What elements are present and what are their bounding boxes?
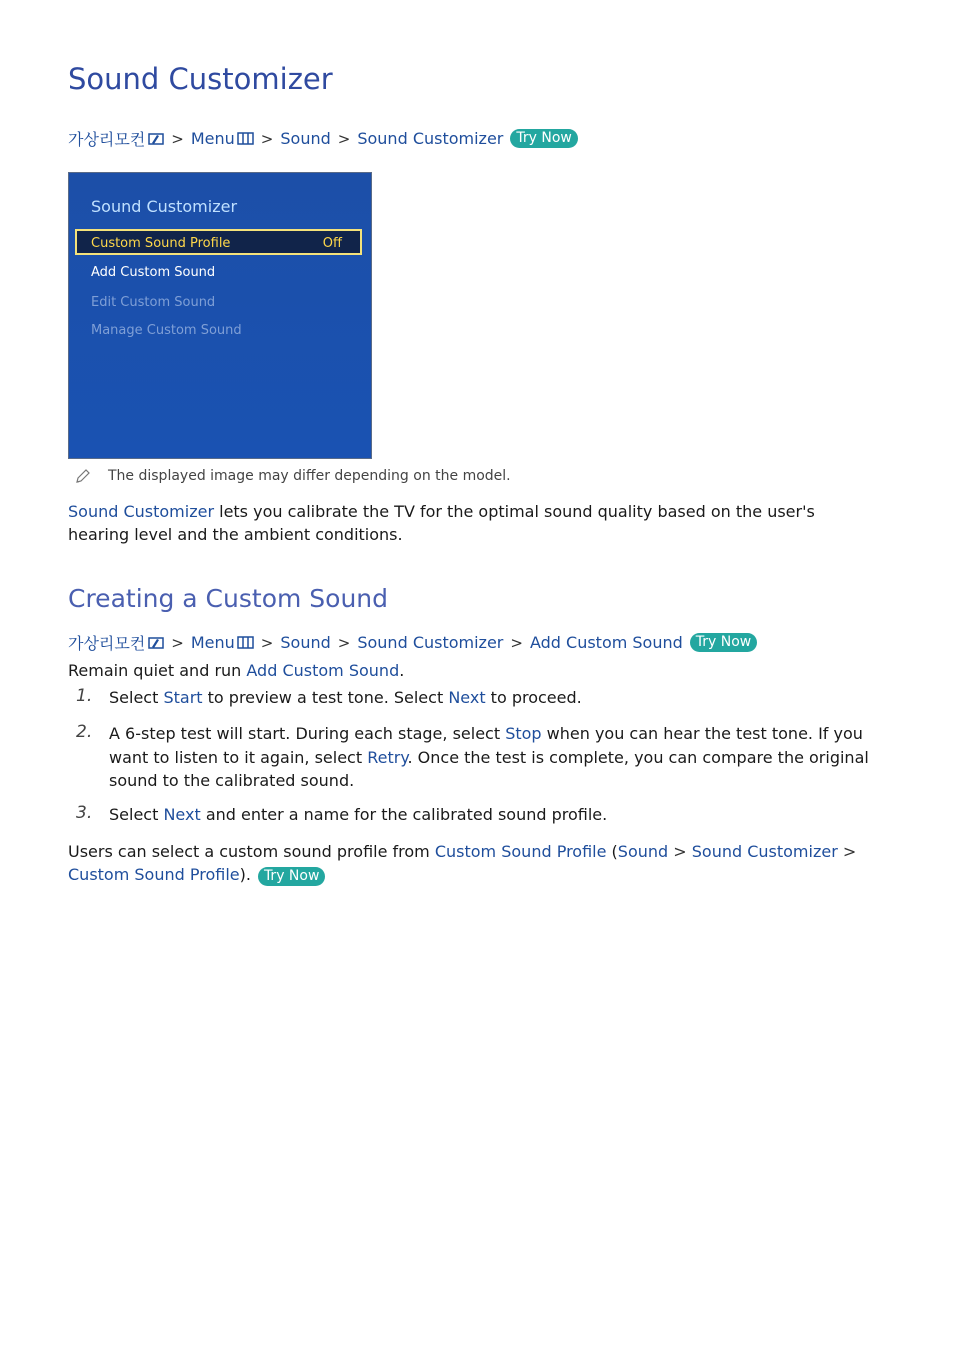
tv-menu-item-label: Custom Sound Profile [91,236,231,251]
note [75,468,511,484]
breadcrumb-item[interactable]: Sound [280,129,331,148]
final-text: Users can select a custom sound profile from [68,842,435,861]
step-keyword[interactable]: Start [163,688,203,707]
remain-link[interactable]: Add Custom Sound [246,661,400,680]
try-now-button[interactable]: Try Now [258,867,325,886]
chevron-right-icon: > [337,633,351,652]
final-link[interactable]: Custom Sound Profile [68,864,240,884]
remain-paragraph [68,659,880,682]
step-text-part: when you can hear the test tone. If you want to listen to it again, select [109,724,863,767]
chevron-right-icon: > [260,129,274,148]
step-keyword[interactable]: Stop [505,724,542,743]
breadcrumb-item[interactable]: Sound Customizer [357,633,504,652]
step-number: 3. [76,803,93,823]
tv-menu-item-add[interactable]: Add Custom Sound [91,265,216,280]
chevron-right-icon: > [337,129,351,148]
breadcrumb [68,631,757,654]
breadcrumb [68,127,578,150]
pencil-icon [75,468,91,484]
tv-menu-selected-item[interactable] [75,229,362,255]
final-paragraph [68,841,880,886]
step-keyword[interactable]: Next [448,688,486,707]
chevron-right-icon: > [260,633,274,652]
intro-paragraph [68,500,880,546]
step-text-part: Select [109,805,164,824]
step-keyword[interactable]: Next [163,805,201,824]
final-text: ). [239,864,251,884]
tv-menu-screenshot [68,172,372,459]
remote-icon [148,636,164,649]
breadcrumb-menu[interactable]: Menu [190,129,235,148]
step-number: 1. [76,686,93,706]
step-number: 2. [76,722,93,742]
step-text-part: A 6-step test will start. During each stage, select [109,724,506,743]
breadcrumb-item[interactable]: Sound [280,633,331,652]
step-text [109,803,879,827]
step-text [109,686,879,710]
tv-menu-title: Sound Customizer [91,197,238,216]
try-now-button[interactable]: Try Now [510,129,577,148]
breadcrumb-item[interactable]: Sound Customizer [357,129,504,148]
breadcrumb-menu[interactable]: Menu [190,633,235,652]
step-text-part: to proceed. [485,688,582,707]
final-link[interactable]: Custom Sound Profile [434,842,607,861]
remote-icon [148,132,164,145]
step-text-part: and enter a name for the calibrated sound profile. [200,805,608,824]
section-title: Creating a Custom Sound [68,584,389,613]
step-text-part: to preview a test tone. Select [202,688,449,707]
step-keyword[interactable]: Retry [367,747,408,767]
final-link[interactable]: Sound Customizer [691,842,838,861]
intro-link[interactable]: Sound Customizer [68,502,215,521]
menu-icon [237,636,254,649]
step-text [109,722,879,793]
chevron-right-icon: > [668,842,692,861]
note-text: The displayed image may differ depending on the model. [108,468,511,484]
remain-end: . [399,661,405,680]
chevron-right-icon: > [171,129,184,148]
breadcrumb-remote[interactable]: 가상리모컨 [68,130,146,149]
page-title: Sound Customizer [68,62,333,96]
breadcrumb-item[interactable]: Add Custom Sound [529,633,683,652]
tv-menu-item-manage: Manage Custom Sound [91,323,242,338]
final-link[interactable]: Sound [617,842,669,861]
chevron-right-icon: > [510,633,523,652]
remain-text: Remain quiet and run [68,661,247,680]
tv-menu-item-value: Off [322,236,342,251]
breadcrumb-remote[interactable]: 가상리모컨 [68,634,146,653]
intro-text: lets you calibrate the TV for the optimal sound quality based on the user's hearing level and the ambient conditions. [68,502,815,544]
try-now-button[interactable]: Try Now [690,633,757,652]
step-text-part: Select [109,688,164,707]
chevron-right-icon: > [837,842,857,861]
menu-icon [237,132,254,145]
final-text: ( [606,842,618,861]
chevron-right-icon: > [171,633,184,652]
step-text-part: . Once the test is complete, you can compare the original sound to the calibrated sound. [109,747,869,790]
tv-menu-item-edit: Edit Custom Sound [91,295,216,310]
